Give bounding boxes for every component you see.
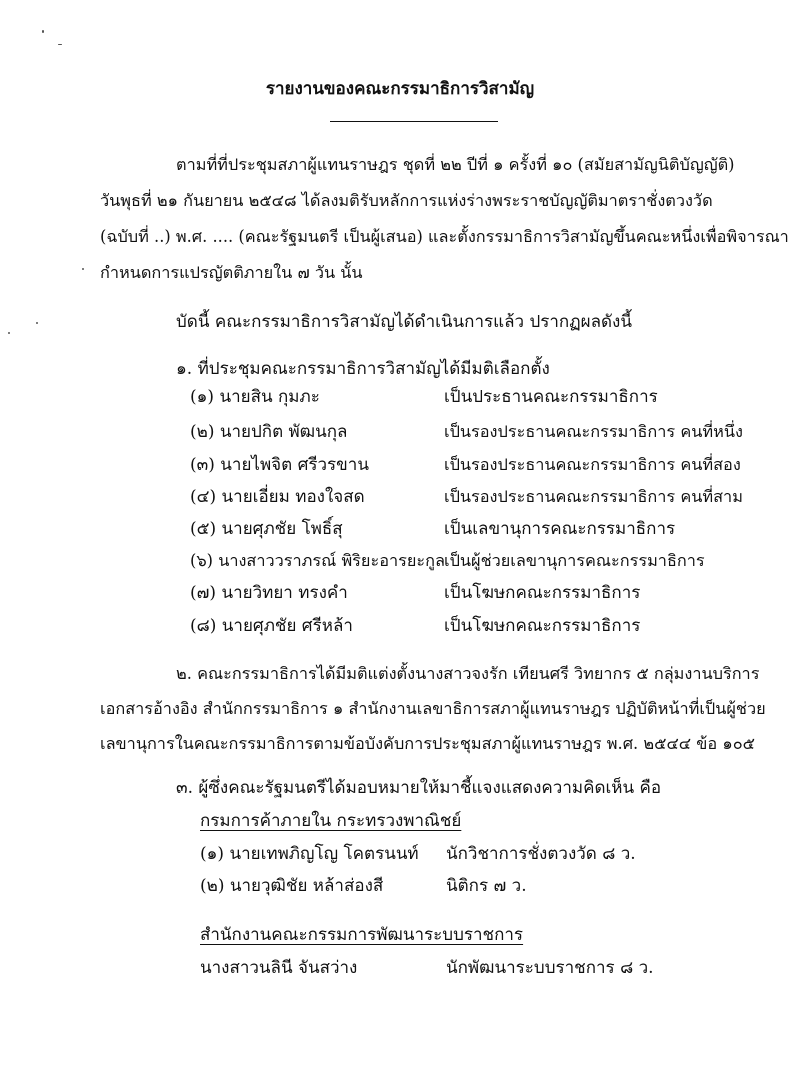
section2-line-2: เอกสารอ้างอิง สำนักกรรมาธิการ ๑ สำนักงานเลขาธิการสภาผู้แทนราษฎร ปฏิบัติหน้าที่เป็นผู้ช่วย xyxy=(100,699,766,718)
section2-line-1: ๒. คณะกรรมาธิการได้มีมติแต่งตั้งนางสาวจงรัก เทียนศรี วิทยากร ๕ กลุ่มงานบริการ xyxy=(176,664,760,683)
member-role: เป็นประธานคณะกรรมาธิการ xyxy=(444,387,658,407)
document-title: รายงานของคณะกรรมาธิการวิสามัญ xyxy=(265,79,535,99)
member-name: (๑) นายสิน กุมภะ xyxy=(190,387,320,407)
intro-line-2: วันพุธที่ ๒๑ กันยายน ๒๕๔๘ ได้ลงมติรับหลักการแห่งร่างพระราชบัญญัติมาตราชั่งตวงวัด xyxy=(100,191,713,210)
official-name: (๑) นายเทพภิญโญ โคตรนนท์ xyxy=(200,844,419,864)
scan-speck xyxy=(36,322,38,324)
title-underline xyxy=(330,121,498,122)
agency-heading: กรมการค้าภายใน กระทรวงพาณิชย์ xyxy=(200,811,462,831)
member-role: เป็นโฆษกคณะกรรมาธิการ xyxy=(444,616,641,636)
official-position: นักพัฒนาระบบราชการ ๘ ว. xyxy=(446,958,654,978)
member-role: เป็นรองประธานคณะกรรมาธิการ คนที่สอง xyxy=(444,455,741,474)
member-role: เป็นรองประธานคณะกรรมาธิการ คนที่สาม xyxy=(444,487,743,506)
official-position: นักวิชาการชั่งตวงวัด ๘ ว. xyxy=(446,844,636,864)
member-role: เป็นผู้ช่วยเลขานุการคณะกรรมาธิการ xyxy=(444,551,705,570)
intro-line-4: กำหนดการแปรญัตติภายใน ๗ วัน นั้น xyxy=(100,263,363,282)
summary-line: บัดนี้ คณะกรรมาธิการวิสามัญได้ดำเนินการแล้ว ปรากฏผลดังนี้ xyxy=(176,312,632,332)
section2-line-3: เลขานุการในคณะกรรมาธิการตามข้อบังคับการประชุมสภาผู้แทนราษฎร พ.ศ. ๒๕๔๔ ข้อ ๑๐๕ xyxy=(100,734,755,753)
member-name: (๔) นายเอี่ยม ทองใจสด xyxy=(190,487,365,507)
member-role: เป็นเลขานุการคณะกรรมาธิการ xyxy=(444,519,676,539)
member-role: เป็นรองประธานคณะกรรมาธิการ คนที่หนึ่ง xyxy=(444,422,743,441)
member-name: (๘) นายศุภชัย ศรีหล้า xyxy=(190,616,353,636)
intro-line-1: ตามที่ที่ประชุมสภาผู้แทนราษฎร ชุดที่ ๒๒ ปีที่ ๑ ครั้งที่ ๑๐ (สมัยสามัญนิติบัญญัติ) xyxy=(176,155,735,174)
member-name: (๗) นายวิทยา ทรงคำ xyxy=(190,583,348,603)
scan-speck xyxy=(42,30,44,33)
intro-line-3: (ฉบับที่ ..) พ.ศ. .... (คณะรัฐมนตรี เป็นผู้เสนอ) และตั้งกรรมาธิการวิสามัญขึ้นคณะหนึ่งเพื่อพิจารณา xyxy=(100,227,789,246)
official-name: (๒) นายวุฒิชัย หล้าส่องสี xyxy=(200,876,384,896)
scan-speck xyxy=(82,268,84,270)
member-name: (๕) นายศุภชัย โพธิ์สุ xyxy=(190,519,343,539)
member-name: (๖) นางสาววราภรณ์ พิริยะอารยะกูล xyxy=(190,551,445,570)
official-name: นางสาวนลินี จันสว่าง xyxy=(200,958,358,978)
scan-speck xyxy=(8,332,10,334)
section3-heading: ๓. ผู้ซึ่งคณะรัฐมนตรีได้มอบหมายให้มาชี้แจงแสดงความคิดเห็น คือ xyxy=(176,778,662,798)
scan-speck xyxy=(58,44,62,45)
member-role: เป็นโฆษกคณะกรรมาธิการ xyxy=(444,583,641,603)
member-name: (๓) นายไพจิต ศรีวรขาน xyxy=(190,455,369,475)
agency-heading: สำนักงานคณะกรรมการพัฒนาระบบราชการ xyxy=(200,925,524,945)
section1-heading: ๑. ที่ประชุมคณะกรรมาธิการวิสามัญได้มีมติเลือกตั้ง xyxy=(176,359,550,379)
member-name: (๒) นายปกิต พัฒนกุล xyxy=(190,422,348,442)
official-position: นิติกร ๗ ว. xyxy=(446,876,527,896)
